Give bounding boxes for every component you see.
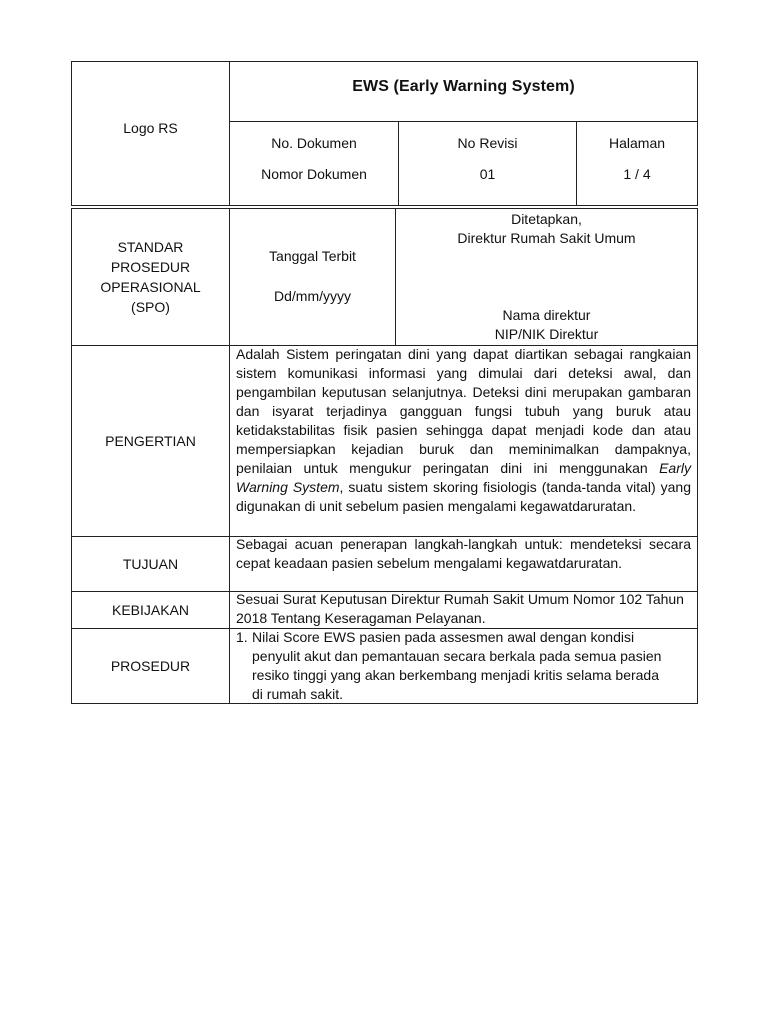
- issue-date-label: Tanggal Terbit: [269, 248, 356, 264]
- revision-label-cell: [399, 131, 576, 155]
- kebijakan-label-cell: [72, 592, 229, 628]
- issue-date-label-cell: [230, 245, 395, 267]
- doc-number-value: Nomor Dokumen: [261, 166, 367, 182]
- header-bottom-border: [71, 205, 698, 206]
- revision-value: 01: [479, 166, 496, 182]
- set-by-cell: [396, 209, 697, 229]
- page-value-cell: [577, 162, 697, 186]
- director-id: NIP/NIK Direktur: [494, 326, 599, 342]
- tujuan-label-cell: [72, 537, 229, 591]
- spo-label-line-4: (SPO): [131, 299, 170, 315]
- logo-label: Logo RS: [123, 120, 178, 136]
- spo-label-line-2: PROSEDUR: [110, 259, 191, 275]
- spo-label-cell: [72, 209, 229, 345]
- doc-number-label: No. Dokumen: [271, 135, 357, 151]
- prosedur-label: PROSEDUR: [110, 658, 191, 674]
- prosedur-item-text: Nilai Score EWS pasien pada assesmen awal dengan kondisi penyulit akut dan pemantauan secara berkala pada semua pasien resiko tinggi yang akan berkembang menjadi kritis selama berada di rumah sakit.: [252, 629, 662, 702]
- pengertian-label-cell: [72, 346, 229, 536]
- page-value: 1 / 4: [623, 166, 651, 182]
- header-title-divider: [229, 121, 698, 122]
- tujuan-text: Sebagai acuan penerapan langkah-langkah untuk: mendeteksi secara cepat keadaan pasien sebelum mengalami kegawatdaruratan.: [236, 536, 691, 571]
- director-title-cell: [396, 228, 697, 248]
- body-right-border: [697, 208, 698, 704]
- director-name: Nama direktur: [502, 307, 591, 323]
- prosedur-item: [230, 628, 667, 704]
- director-title: Direktur Rumah Sakit Umum: [457, 230, 636, 246]
- set-by-text: Ditetapkan,: [511, 211, 582, 227]
- prosedur-label-cell: [72, 629, 229, 703]
- revision-value-cell: [399, 162, 576, 186]
- page-label-cell: [577, 131, 697, 155]
- pengertian-label: PENGERTIAN: [105, 433, 196, 449]
- director-id-cell: [396, 324, 697, 344]
- issue-date-value-cell: [230, 285, 395, 307]
- doc-number-value-cell: [230, 162, 398, 186]
- document-title-cell: [230, 62, 697, 112]
- pengertian-text-italic: Early Warning System: [236, 460, 691, 495]
- spo-label-line-3: OPERASIONAL: [100, 279, 201, 295]
- revision-label: No Revisi: [457, 135, 518, 151]
- document-title: EWS (Early Warning System): [352, 78, 575, 95]
- doc-number-label-cell: [230, 131, 398, 155]
- kebijakan-label: KEBIJAKAN: [111, 602, 190, 618]
- spo-label-line-1: STANDAR: [117, 239, 184, 255]
- pengertian-text-part-2: , suatu sistem skoring fisiologis (tanda-tanda vital) yang digunakan di unit sebelum pasien mengalami kegawatdaruratan.: [236, 479, 691, 514]
- kebijakan-text: Sesuai Surat Keputusan Direktur Rumah Sakit Umum Nomor 102 Tahun 2018 Tentang Keseragaman Pelayanan.: [236, 591, 684, 626]
- tujuan-label: TUJUAN: [122, 556, 179, 572]
- prosedur-list: [230, 628, 667, 704]
- pengertian-text: [230, 345, 697, 536]
- logo-placeholder: [72, 62, 229, 194]
- prosedur-item-number: 1.: [236, 629, 248, 645]
- page-label: Halaman: [608, 135, 666, 151]
- header-right-border: [697, 61, 698, 206]
- director-name-cell: [396, 305, 697, 325]
- issue-date-value: Dd/mm/yyyy: [274, 288, 351, 304]
- pengertian-text-part-1: Adalah Sistem peringatan dini yang dapat diartikan sebagai rangkaian sistem komunikasi informasi yang dimulai dari deteksi awal, dan pengambilan keputusan selanjutnya. Deteksi dini merupakan gambaran dan isyarat terjadinya gangguan fungsi tubuh yang buruk atau ketidakstabilitas fisik pasien sehingga dapat menjadi kode dan atau mempersiapkan kejadian buruk dan meminimalkan dampaknya, penilaian untuk mengukur peringatan dini ini menggunakan: [236, 346, 691, 476]
- prosedur-list-cell: [230, 628, 697, 703]
